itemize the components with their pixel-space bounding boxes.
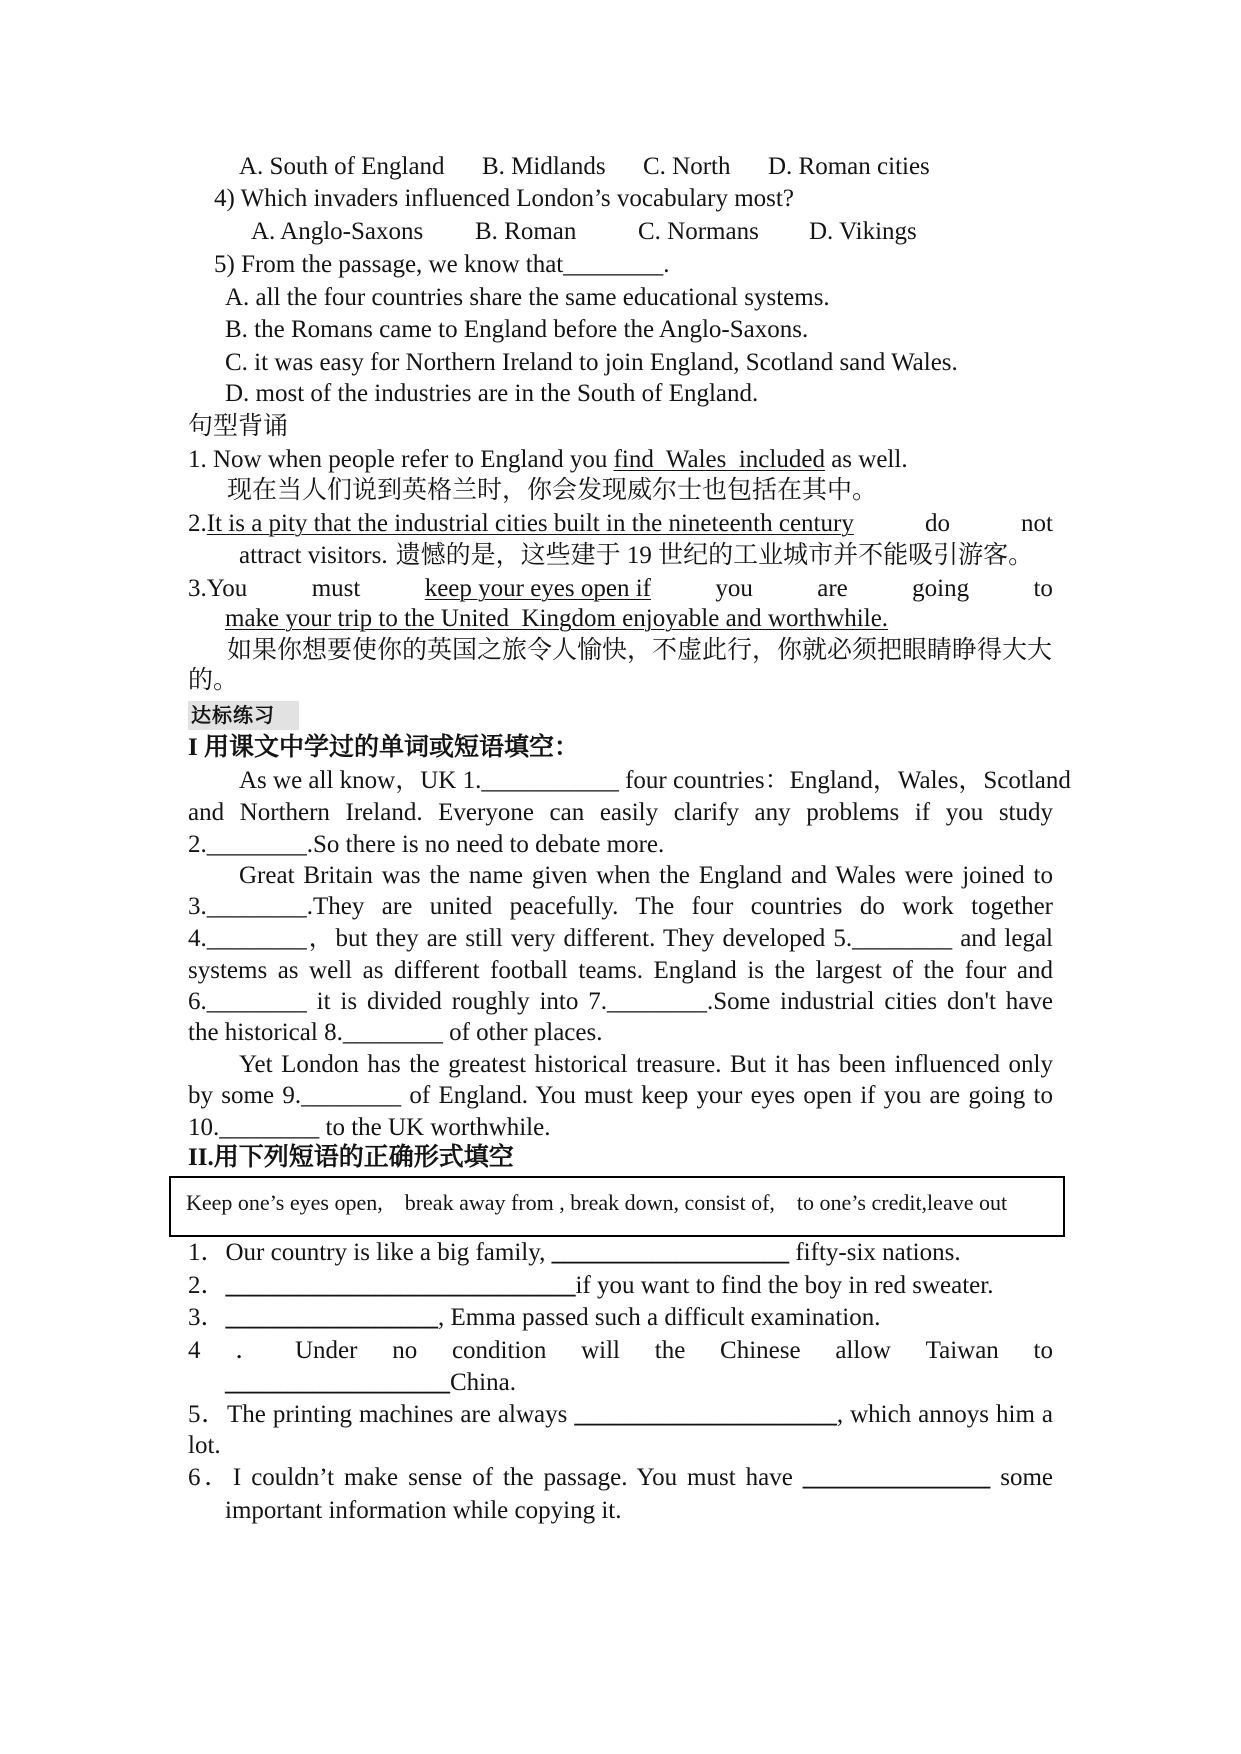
passage-line: systems as well as different football teams. England is the largest of the four and bbox=[188, 957, 1053, 984]
phrase-box-text: Keep one’s eyes open, break away from , break down, consist of, to one’s credit,leave out bbox=[186, 1190, 1008, 1215]
sentence-2-line-1 bbox=[188, 508, 1053, 540]
answer-blank: _________________ bbox=[225, 1304, 439, 1331]
sentence-recitation-heading: 句型背诵 bbox=[188, 413, 289, 440]
sentence-3-line-2 bbox=[225, 603, 888, 635]
sentence-1-before: 1. Now when people refer to England you bbox=[188, 446, 614, 473]
answer-blank: ___________________ bbox=[551, 1239, 790, 1266]
item-text: if you want to find the boy in red sweater. bbox=[575, 1272, 994, 1299]
exercise-2-item-4-line-2 bbox=[225, 1367, 516, 1399]
word: to bbox=[1033, 1337, 1053, 1364]
sentence-2-number: 2. bbox=[188, 510, 207, 537]
passage-line: and Northern Ireland. Everyone can easily clarify any problems if you study bbox=[188, 799, 1053, 826]
exercise-2-item-2 bbox=[188, 1270, 993, 1302]
q3-option-b: B. Midlands bbox=[482, 153, 606, 180]
item-text: some bbox=[990, 1464, 1053, 1491]
sentence-3-key-phrase-continued: make your trip to the United Kingdom enjoyable and worthwhile. bbox=[225, 605, 889, 632]
phrase-box bbox=[169, 1176, 1065, 1237]
word: condition bbox=[451, 1337, 547, 1364]
sentence-2-line-2 bbox=[239, 540, 1033, 572]
word: you bbox=[715, 575, 753, 602]
answer-blank: __________________ bbox=[225, 1369, 450, 1396]
word: allow bbox=[835, 1337, 891, 1364]
exercise-2-title: II.用下列短语的正确形式填空 bbox=[188, 1144, 514, 1171]
exercise-1-title: I 用课文中学过的单词或短语填空： bbox=[188, 734, 579, 761]
sentence-2-continuation: attract visitors. bbox=[239, 542, 388, 569]
item-text: 6．I couldn’t make sense of the passage. You must have bbox=[188, 1464, 803, 1491]
q5-stem: 5) From the passage, we know that________. bbox=[214, 251, 670, 278]
word: must bbox=[311, 575, 361, 602]
word: do bbox=[924, 510, 950, 537]
sentence-1-after: as well. bbox=[824, 446, 908, 473]
item-text: 2． bbox=[188, 1272, 226, 1299]
word: going bbox=[912, 575, 970, 602]
passage-line: As we all know，UK 1.___________ four countries：England，Wales，Scotland bbox=[239, 767, 1071, 794]
sentence-3-translation-line-1: 如果你想要使你的英国之旅令人愉快，不虚此行，你就必须把眼睛睁得大大 bbox=[227, 637, 1053, 664]
passage-line: 4.________，but they are still very different. They developed 5.________ and legal bbox=[188, 925, 1053, 952]
exercise-2-item-6-line-1 bbox=[188, 1462, 1053, 1494]
word: the bbox=[654, 1337, 686, 1364]
word: ． bbox=[235, 1337, 261, 1364]
q5-option-a: A. all the four countries share the same educational systems. bbox=[225, 284, 830, 311]
q4-option-d: D. Vikings bbox=[809, 218, 917, 245]
sentence-1-key-phrase: find Wales included bbox=[613, 446, 825, 473]
sentence-3-translation-line-2: 的。 bbox=[188, 667, 239, 694]
sentence-2-key-phrase: It is a pity that the industrial cities built in the nineteenth century bbox=[206, 510, 854, 537]
answer-blank: _______________ bbox=[802, 1464, 991, 1491]
sentence-3-key-phrase: keep your eyes open if bbox=[424, 575, 651, 602]
passage-line: 3.________.They are united peacefully. The four countries do work together bbox=[188, 893, 1053, 920]
sentence-2-translation: 遗憾的是，这些建于 19 世纪的工业城市并不能吸引游客。 bbox=[395, 542, 1034, 569]
word: are bbox=[817, 575, 848, 602]
q4-stem: 4) Which invaders influenced London’s vocabulary most? bbox=[214, 185, 794, 212]
exercise-2-item-3 bbox=[188, 1302, 881, 1334]
exercise-2-item-5-line-2: lot. bbox=[188, 1432, 221, 1459]
q3-options bbox=[0, 151, 1241, 183]
passage-line: by some 9.________ of England. You must keep your eyes open if you are going to bbox=[188, 1082, 1053, 1109]
q3-option-c: C. North bbox=[643, 153, 731, 180]
item-text: 5．The printing machines are always bbox=[188, 1401, 575, 1428]
passage-line: 10.________ to the UK worthwhile. bbox=[188, 1114, 551, 1141]
sentence-1-translation: 现在当人们说到英格兰时，你会发现威尔士也包括在其中。 bbox=[227, 477, 878, 504]
sentence-1 bbox=[188, 444, 908, 476]
word: will bbox=[581, 1337, 621, 1364]
passage-line: Great Britain was the name given when the England and Wales were joined to bbox=[239, 862, 1053, 889]
sentence-3-line-1 bbox=[188, 573, 1053, 605]
word: 3.You bbox=[188, 575, 248, 602]
q4-options bbox=[0, 216, 1241, 248]
item-text: , Emma passed such a difficult examination. bbox=[438, 1304, 881, 1331]
section-badge: 达标练习 bbox=[188, 701, 299, 730]
q4-option-a: A. Anglo-Saxons bbox=[251, 218, 424, 245]
q5-option-c: C. it was easy for Northern Ireland to join England, Scotland sand Wales. bbox=[225, 349, 958, 376]
word: not bbox=[1021, 510, 1053, 537]
word: no bbox=[392, 1337, 418, 1364]
passage-line: 6.________ it is divided roughly into 7.________.Some industrial cities don't have bbox=[188, 988, 1053, 1015]
item-text: 3． bbox=[188, 1304, 226, 1331]
q3-option-d: D. Roman cities bbox=[768, 153, 930, 180]
exercise-2-item-1 bbox=[188, 1237, 961, 1269]
word: 4 bbox=[188, 1337, 201, 1364]
item-text: , which annoys him a bbox=[836, 1401, 1053, 1428]
word: Taiwan bbox=[925, 1337, 999, 1364]
q5-option-d: D. most of the industries are in the South of England. bbox=[225, 380, 759, 407]
item-text: 1．Our country is like a big family, bbox=[188, 1239, 552, 1266]
sentence-2-start bbox=[188, 508, 854, 540]
item-text: fifty-six nations. bbox=[789, 1239, 961, 1266]
q5-option-b: B. the Romans came to England before the Anglo-Saxons. bbox=[225, 316, 809, 343]
answer-blank: _____________________ bbox=[574, 1401, 837, 1428]
q4-option-c: C. Normans bbox=[638, 218, 759, 245]
exercise-2-item-5-line-1 bbox=[188, 1399, 1053, 1431]
item-text: China. bbox=[450, 1369, 516, 1396]
passage-line: 2.________.So there is no need to debate more. bbox=[188, 831, 665, 858]
word: Under bbox=[294, 1337, 358, 1364]
word: Chinese bbox=[720, 1337, 801, 1364]
q3-option-a: A. South of England bbox=[239, 153, 445, 180]
exercise-2-item-4-line-1 bbox=[188, 1335, 1053, 1367]
exercise-2-item-6-line-2: important information while copying it. bbox=[225, 1497, 622, 1524]
word: to bbox=[1033, 575, 1053, 602]
passage-line: the historical 8.________ of other places. bbox=[188, 1019, 603, 1046]
passage-line: Yet London has the greatest historical treasure. But it has been influenced only bbox=[239, 1051, 1053, 1078]
q4-option-b: B. Roman bbox=[475, 218, 577, 245]
answer-blank: ____________________________ bbox=[225, 1272, 576, 1299]
